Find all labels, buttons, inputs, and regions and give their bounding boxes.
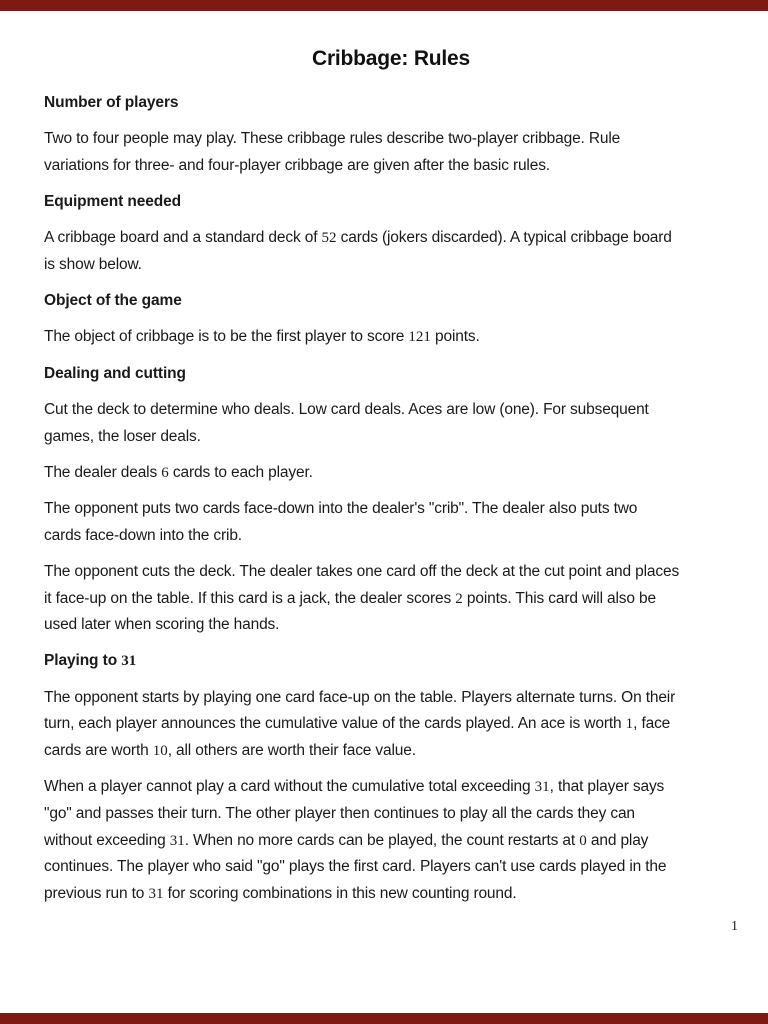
document-body — [44, 90, 738, 908]
text-line: continues. The player who said "go" plays the first card. Players can't use cards played in the — [44, 858, 667, 876]
paragraph — [44, 685, 738, 765]
paragraph — [44, 397, 738, 450]
section-heading — [44, 361, 738, 388]
section-heading — [44, 189, 738, 216]
numeral: 31 — [121, 653, 137, 670]
text-line: Number of players — [44, 94, 179, 111]
page-number: 1 — [731, 919, 738, 935]
numeral: 31 — [148, 886, 164, 903]
paragraph — [44, 774, 738, 908]
text-line: A cribbage board and a standard deck of 52 cards (jokers discarded). A typical cribbage board — [44, 229, 672, 247]
text-line: cards are worth 10, all others are worth their face value. — [44, 742, 416, 760]
paragraph — [44, 324, 738, 351]
numeral: 31 — [169, 832, 185, 849]
text-line: cards face-down into the crib. — [44, 526, 242, 544]
text-line: Dealing and cutting — [44, 364, 186, 382]
text-line: Equipment needed — [44, 193, 182, 211]
numeral: 31 — [534, 779, 550, 796]
text-line: "go" and passes their turn. The other player then continues to play all the cards they can — [44, 804, 635, 822]
text-line: The opponent starts by playing one card face-up on the table. Players alternate turns. On their — [44, 688, 676, 706]
document-title: Cribbage: Rules — [311, 47, 471, 70]
section-heading — [44, 648, 738, 675]
viewer-chrome-bottom-bar — [0, 1013, 768, 1024]
paragraph — [44, 460, 738, 487]
section-heading — [44, 90, 738, 117]
paragraph — [44, 496, 738, 549]
numeral: 10 — [152, 743, 168, 760]
numeral: 1 — [625, 716, 634, 733]
numeral: 52 — [321, 230, 337, 247]
numeral: 121 — [408, 329, 431, 346]
text-line: When a player cannot play a card without the cumulative total exceeding 31, that player says — [44, 778, 665, 796]
section-heading — [44, 288, 738, 315]
paragraph — [44, 126, 738, 179]
paragraph — [44, 559, 738, 639]
paragraph — [44, 225, 738, 278]
page-number-row — [44, 917, 738, 937]
numeral: 2 — [455, 590, 463, 607]
text-line: The object of cribbage is to be the first player to score 121 points. — [44, 328, 480, 346]
text-line: previous run to 31 for scoring combinations in this new counting round. — [44, 885, 517, 903]
text-line: used later when scoring the hands. — [44, 616, 280, 634]
text-line: turn, each player announces the cumulative value of the cards played. An ace is worth 1, face — [44, 715, 671, 733]
text-line: games, the loser deals. — [44, 427, 201, 445]
text-line: Playing to 31 — [44, 652, 137, 670]
text-line: Two to four people may play. These cribbage rules describe two-player cribbage. Rule — [44, 130, 621, 148]
text-line: without exceeding 31. When no more cards can be played, the count restarts at 0 and play — [44, 831, 649, 849]
text-line: The opponent cuts the deck. The dealer takes one card off the deck at the cut point and places — [44, 562, 680, 580]
text-line: The dealer deals 6 cards to each player. — [44, 463, 313, 481]
text-line: variations for three- and four-player cribbage are given after the basic rules. — [44, 156, 550, 174]
numeral: 6 — [161, 464, 169, 481]
text-line: is show below. — [44, 256, 142, 274]
text-line: The opponent puts two cards face-down into the dealer's "crib". The dealer also puts two — [44, 499, 638, 517]
text-line: Cut the deck to determine who deals. Low card deals. Aces are low (one). For subsequent — [44, 400, 649, 418]
numeral: 0 — [579, 832, 587, 849]
text-line: it face-up on the table. If this card is a jack, the dealer scores 2 points. This card will also be — [44, 589, 656, 607]
text-line: Object of the game — [44, 292, 182, 310]
